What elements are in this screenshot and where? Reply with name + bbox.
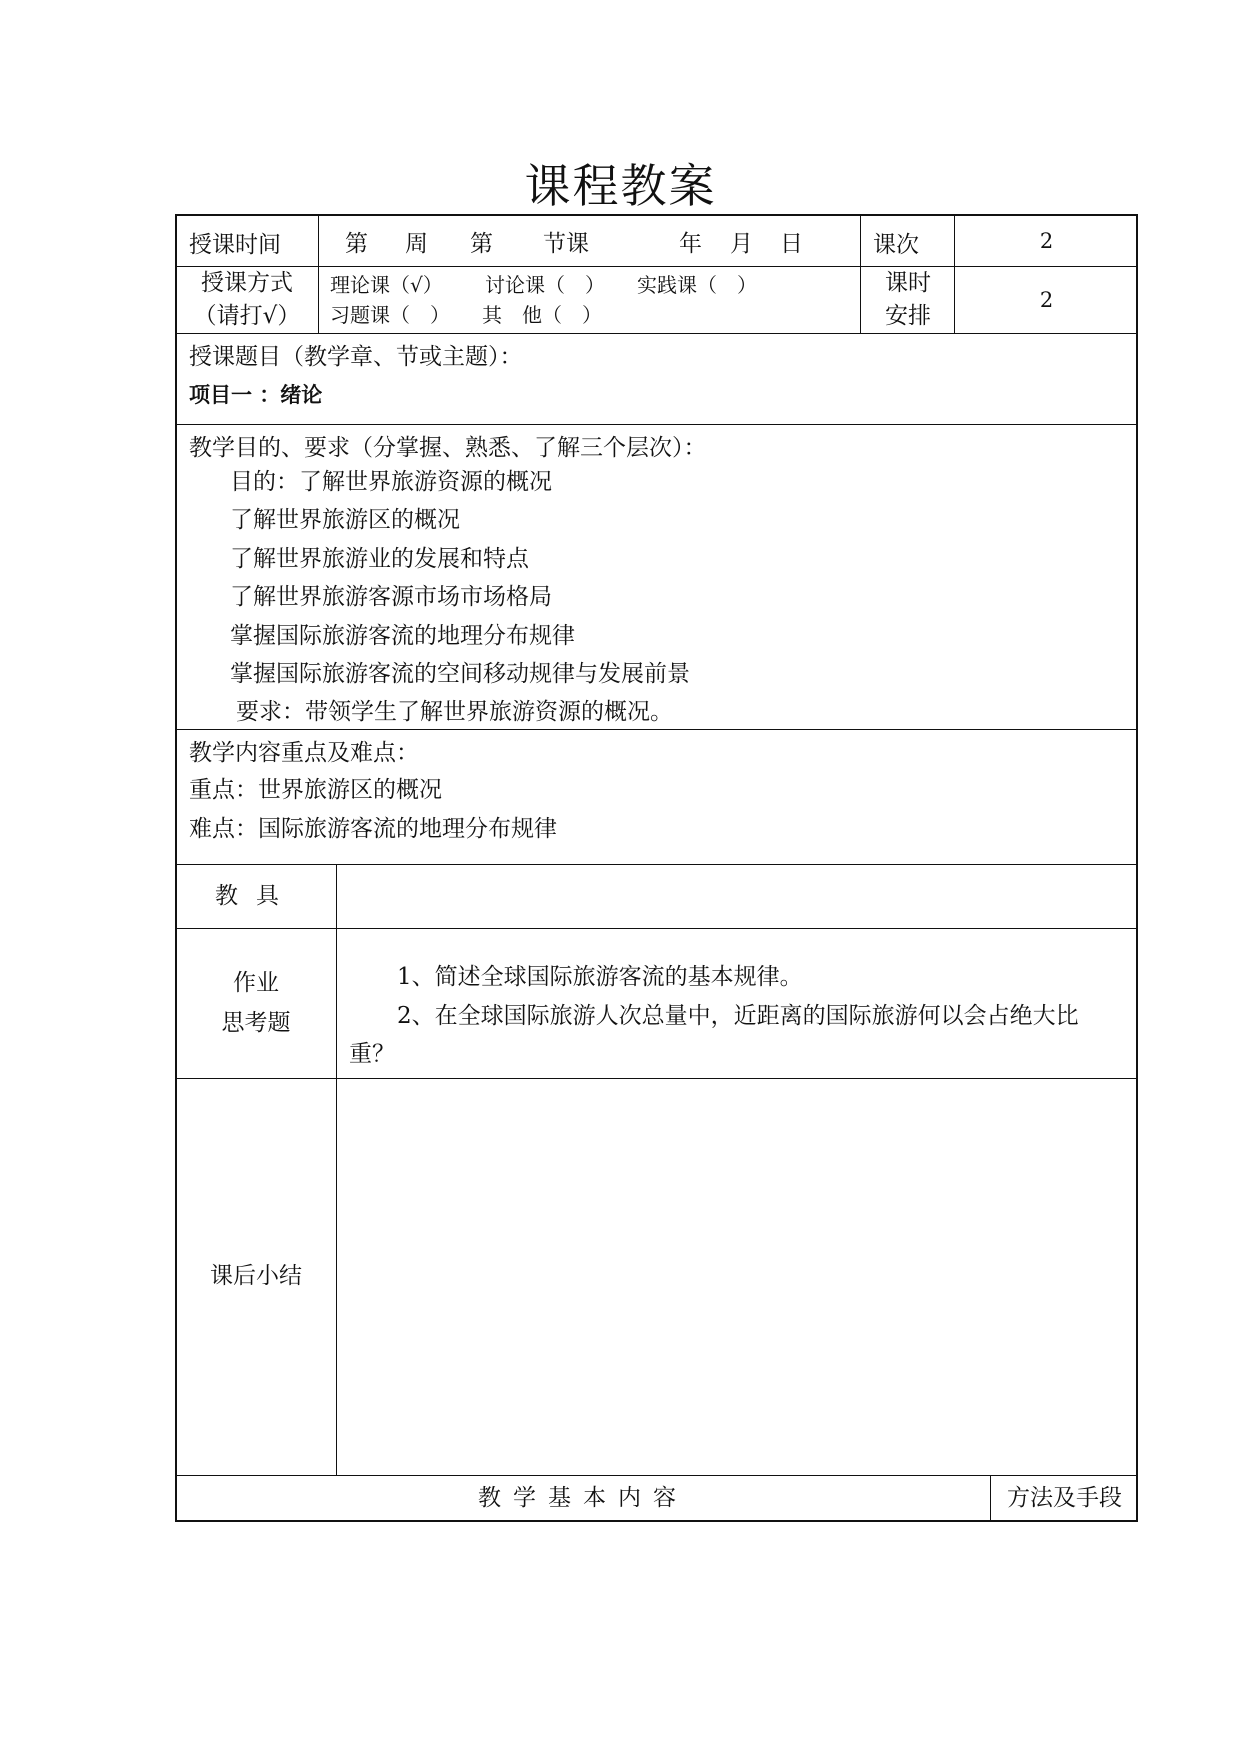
row-divider <box>175 424 1138 425</box>
topic-label: 授课题目（教学章、节或主题）： <box>189 344 523 370</box>
difficulty-point: 难点：国际旅游客流的地理分布规律 <box>189 816 557 842</box>
objective-line: 了解世界旅游客源市场市场格局 <box>230 584 552 610</box>
lesson-number-label: 课次 <box>873 232 919 258</box>
mode-label-line1: 授课方式 <box>201 269 293 296</box>
objective-line: 了解世界旅游区的概况 <box>230 507 460 533</box>
summary-label: 课后小结 <box>210 1263 302 1290</box>
date-year: 年 <box>679 231 702 257</box>
homework-item-2-continued: 重？ <box>349 1041 395 1067</box>
date-day: 日 <box>780 231 803 257</box>
lesson-number-value: 2 <box>1039 228 1054 253</box>
homework-label-line1: 作业 <box>233 970 279 997</box>
row-divider <box>175 333 1138 334</box>
mode-label <box>176 267 318 333</box>
week-di: 第 <box>345 231 368 257</box>
option-discussion: 讨论课（ ） <box>485 273 605 297</box>
objective-line: 了解世界旅游业的发展和特点 <box>230 546 529 572</box>
option-other: 其 他（ ） <box>482 303 602 327</box>
objective-line: 目的：了解世界旅游资源的概况 <box>230 469 552 495</box>
hours-label-line1: 课时 <box>885 269 931 296</box>
focus-point: 重点：世界旅游区的概况 <box>189 777 442 803</box>
column-divider <box>336 864 337 1475</box>
page-title: 课程教案 <box>524 159 717 213</box>
mode-label-line2: （请打√） <box>193 303 301 329</box>
option-theory: 理论课（√） <box>330 273 443 297</box>
hours-label <box>862 267 954 333</box>
time-label: 授课时间 <box>189 232 281 258</box>
content-column-header: 教学基本内容 <box>478 1485 688 1512</box>
homework-label-line2: 思考题 <box>221 1009 291 1036</box>
date-month: 月 <box>730 231 753 257</box>
section-jieke: 节课 <box>543 231 589 257</box>
homework-label <box>176 929 336 1078</box>
option-exercise: 习题课（ ） <box>330 303 450 327</box>
objective-line: 要求：带领学生了解世界旅游资源的概况。 <box>236 699 673 725</box>
homework-item-2: 2、在全球国际旅游人次总量中，近距离的国际旅游何以会占绝大比 <box>397 1003 1079 1029</box>
tools-label: 教具 <box>215 882 297 909</box>
objective-line: 掌握国际旅游客流的地理分布规律 <box>230 623 575 649</box>
row-divider <box>175 729 1138 730</box>
hours-label-line2: 安排 <box>885 303 931 329</box>
hours-value: 2 <box>1039 287 1054 312</box>
homework-item-1: 1、简述全球国际旅游客流的基本规律。 <box>397 964 803 990</box>
method-column-header: 方法及手段 <box>1007 1485 1122 1512</box>
key-points-heading: 教学内容重点及难点： <box>189 740 419 766</box>
week-zhou: 周 <box>405 231 428 257</box>
objectives-heading: 教学目的、要求（分掌握、熟悉、了解三个层次）： <box>189 435 707 461</box>
objective-line: 掌握国际旅游客流的空间移动规律与发展前景 <box>230 661 690 687</box>
section-di: 第 <box>470 231 493 257</box>
column-divider <box>318 214 319 333</box>
option-practice: 实践课（ ） <box>637 273 757 297</box>
column-divider <box>860 214 861 333</box>
topic-value: 项目一 ：绪论 <box>189 383 323 407</box>
